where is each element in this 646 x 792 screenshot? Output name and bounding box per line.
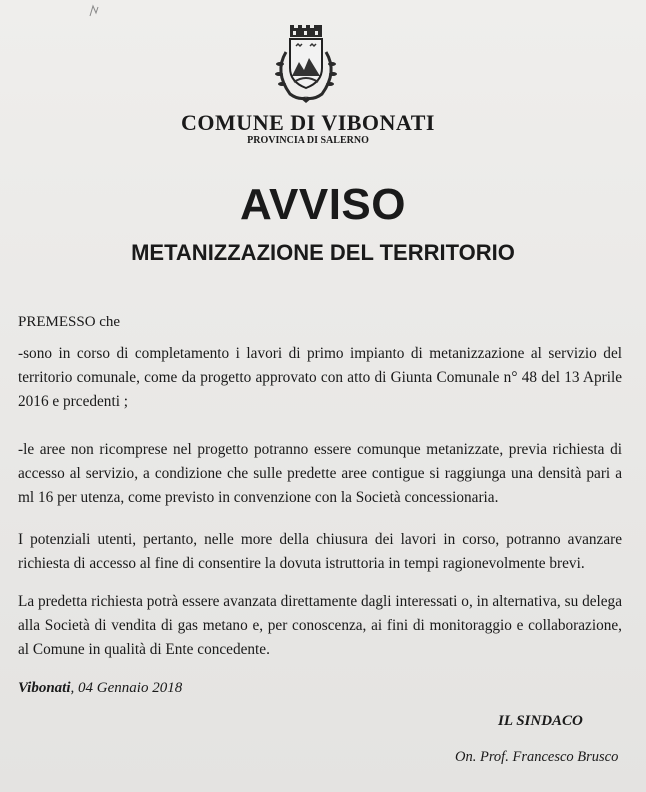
paragraph-potential-users: I potenziali utenti, pertanto, nelle more della chiusura dei lavori in corso, potranno avanzare richiesta di accesso al fine di consentire la dovuta istruttoria in tempi ragionevolmente brevi. xyxy=(18,531,622,572)
signatory-name: On. Prof. Francesco Brusco xyxy=(455,749,619,765)
paragraph-excluded-areas: -le aree non ricomprese nel progetto potranno essere comunque metanizzate, previa richiesta di accesso al servizio, a condizione che sulle predette aree contigue si raggiunga una densità pari a ml 16 per utenza, come previsto in convenzione con la Società concessionaria. xyxy=(18,441,622,506)
place: Vibonati xyxy=(18,680,71,696)
signatory-title: IL SINDACO xyxy=(498,713,583,729)
date: , 04 Gennaio 2018 xyxy=(70,680,183,696)
pen-mark xyxy=(88,4,100,18)
notice-subtitle: METANIZZAZIONE DEL TERRITORIO xyxy=(131,240,515,265)
notice-title: AVVISO xyxy=(239,180,406,229)
province-name: PROVINCIA DI SALERNO xyxy=(247,135,369,146)
municipality-name: COMUNE DI VIBONATI xyxy=(181,110,435,135)
place-date xyxy=(18,680,182,697)
municipal-crest-icon xyxy=(268,24,344,104)
premise-heading: PREMESSO che xyxy=(18,314,121,330)
paragraph-request-submission: La predetta richiesta potrà essere avanzata direttamente dagli interessati o, in alternativa, su delega alla Società di vendita di gas metano e, per conoscenza, ai fini di monitoraggio e collaborazione, al Comune in qualità di Ente concedente. xyxy=(18,593,622,658)
paragraph-works-in-progress: -sono in corso di completamento i lavori di primo impianto di metanizzazione al servizio del territorio comunale, come da progetto approvato con atto di Giunta Comunale n° 48 del 13 Aprile 2016 e prcedenti ; xyxy=(18,345,622,410)
